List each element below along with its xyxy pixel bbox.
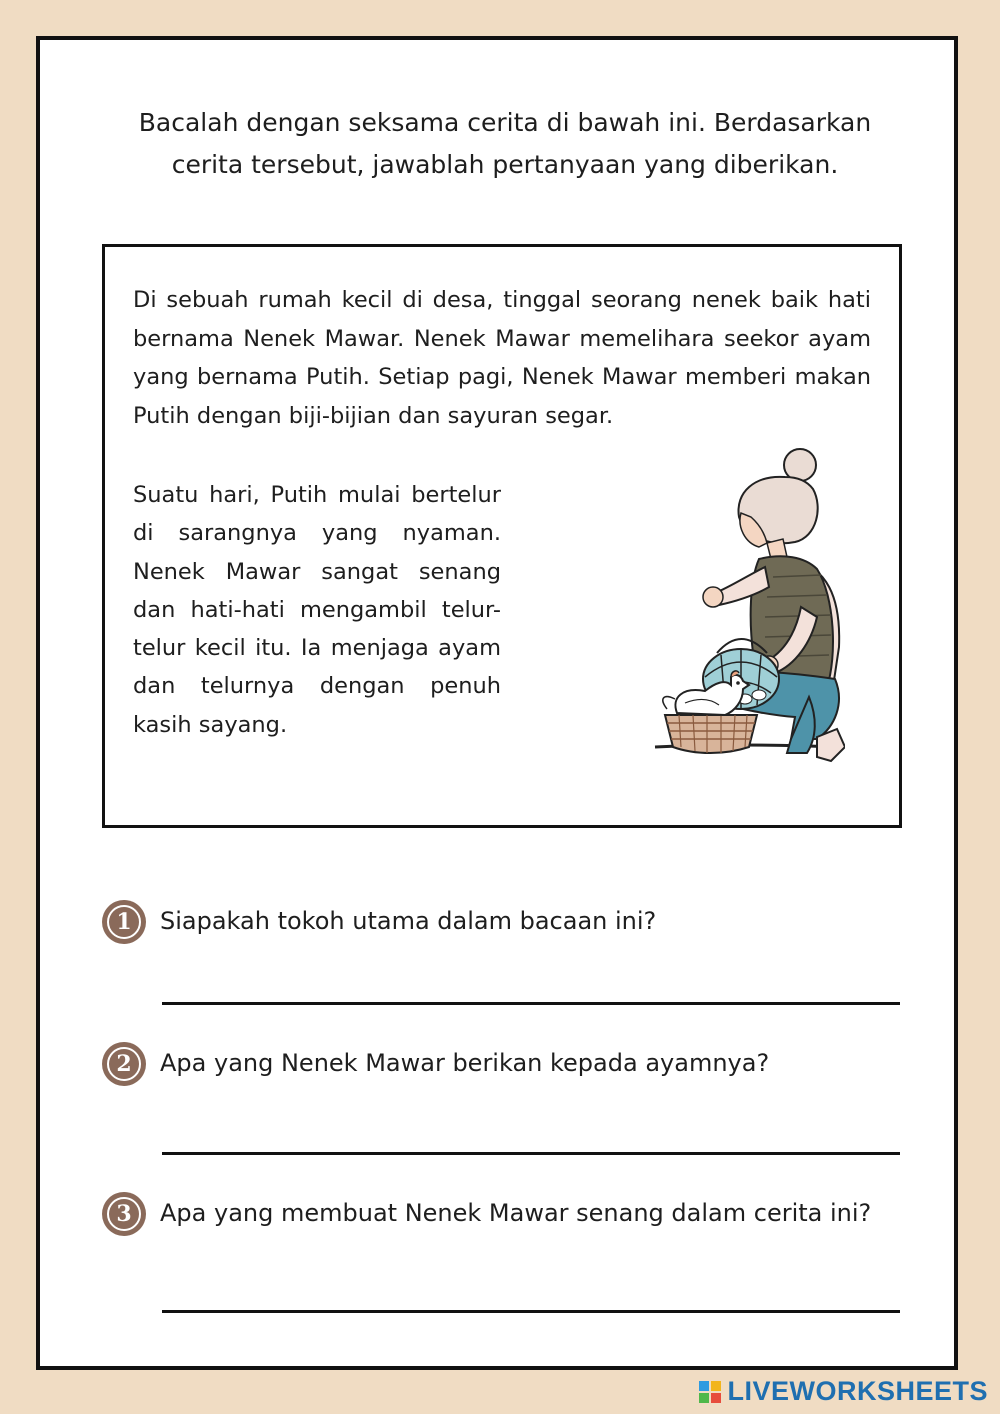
question-3 — [102, 1192, 902, 1242]
answer-line-3[interactable] — [162, 1310, 900, 1313]
story-paragraph-2: Suatu hari, Putih mulai bertelur di sarangnya yang nyaman. Nenek Mawar sangat senang dan hati-hati mengambil telur-telur kecil itu. Ia menjaga ayam dan telurnya dengan penuh kasih sayang. — [133, 482, 501, 738]
answer-line-1[interactable] — [162, 1002, 900, 1005]
liveworksheets-brand-name: LIVEWORKSHEETS — [727, 1376, 988, 1406]
question-2-number-badge — [102, 1042, 146, 1086]
grandma-with-chicken-illustration — [555, 447, 845, 777]
story-box — [102, 244, 902, 828]
liveworksheets-logo-icon — [699, 1381, 721, 1403]
instruction-line-2: cerita tersebut, jawablah pertanyaan yang diberikan. — [171, 150, 839, 179]
question-1-number-badge — [102, 900, 146, 944]
liveworksheets-branding — [699, 1376, 988, 1407]
question-3-number: 3 — [107, 1197, 141, 1231]
question-1 — [102, 900, 902, 950]
question-1-number: 1 — [107, 905, 141, 939]
question-2-text: Apa yang Nenek Mawar berikan kepada ayamnya? — [160, 1049, 770, 1077]
instruction-line-1: Bacalah dengan seksama cerita di bawah ini. Berdasarkan — [138, 108, 872, 137]
story-paragraph-1: Di sebuah rumah kecil di desa, tinggal seorang nenek baik hati bernama Nenek Mawar. Nenek Mawar memelihara seekor ayam yang bernama Putih. Setiap pagi, Nenek Mawar memberi makan Putih dengan biji-bijian dan sayuran segar. — [133, 287, 871, 429]
question-3-text: Apa yang membuat Nenek Mawar senang dalam cerita ini? — [160, 1199, 872, 1227]
answer-line-2[interactable] — [162, 1152, 900, 1155]
question-3-number-badge — [102, 1192, 146, 1236]
question-1-text: Siapakah tokoh utama dalam bacaan ini? — [160, 907, 657, 935]
instruction-text — [100, 102, 910, 186]
worksheet-page — [36, 36, 958, 1370]
question-2-number: 2 — [107, 1047, 141, 1081]
question-2 — [102, 1042, 902, 1092]
